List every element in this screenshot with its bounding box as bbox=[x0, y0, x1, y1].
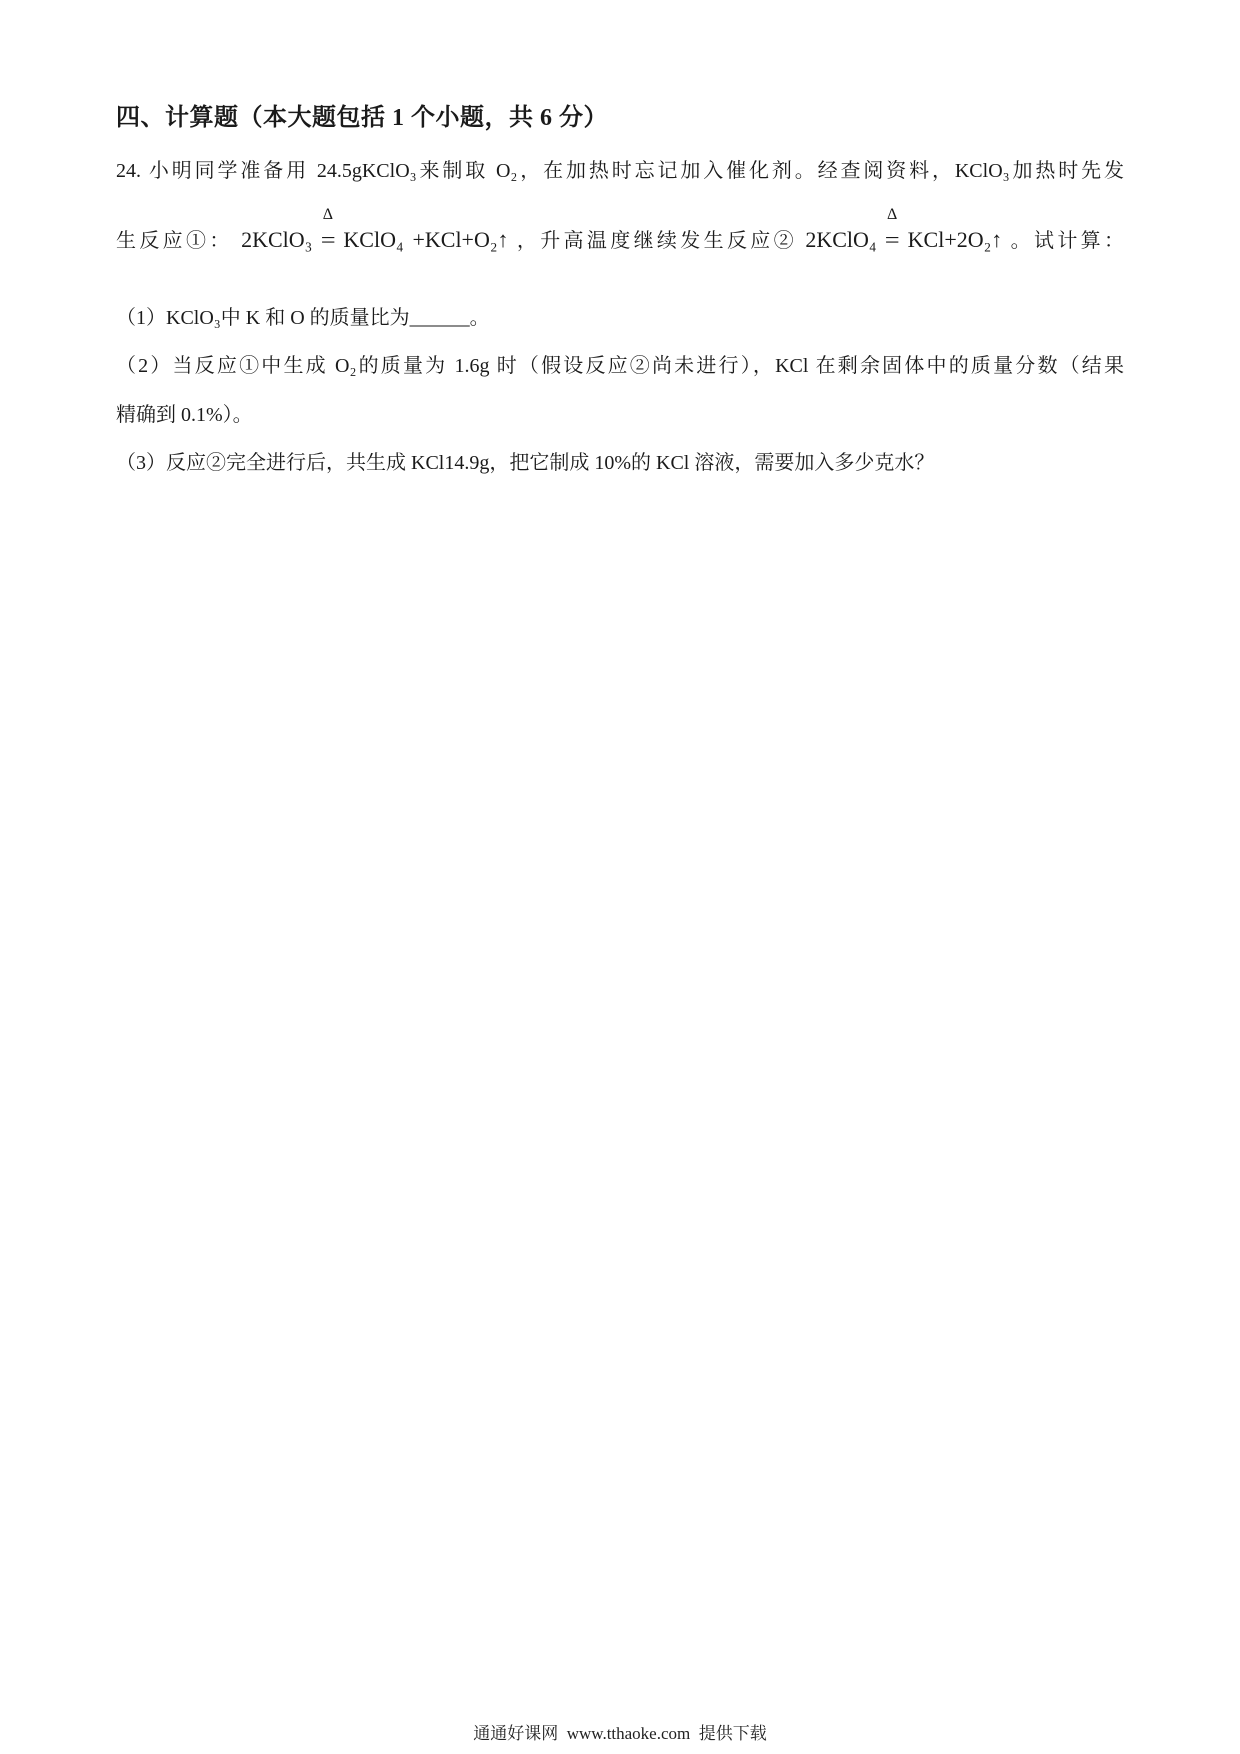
reaction-1-heating-condition: Δ bbox=[322, 206, 333, 223]
reaction-2-reactant: 2KClO₄ bbox=[805, 227, 877, 252]
question-24-part-2-line-1: （2）当反应①中生成 O₂的质量为 1.6g 时（假设反应②尚未进行），KCl 在剩余固体中的质量分数（结果 bbox=[116, 355, 1124, 377]
reaction-2-products: KCl+2O₂↑ bbox=[907, 227, 1003, 252]
question-24-part-2-line-2: 精确到 0.1%）。 bbox=[116, 404, 253, 426]
reaction-middle-text: ，升高温度继续发生反应② bbox=[516, 230, 797, 252]
reaction-2-heating-condition: Δ bbox=[886, 206, 898, 223]
reaction-2-equals-sign: = bbox=[884, 227, 900, 252]
reaction-suffix-text: 。试计算： bbox=[1010, 230, 1125, 252]
question-24-intro-line-1: 24. 小明同学准备用 24.5gKClO₃来制取 O₂，在加热时忘记加入催化剂。经查阅资料，KClO₃加热时先发 bbox=[116, 160, 1124, 182]
reaction-1-equals-sign: = bbox=[320, 227, 336, 252]
reaction-1-reactant: 2KClO₃ bbox=[241, 227, 313, 252]
section-heading: 四、计算题（本大题包括 1 个小题，共 6 分） bbox=[116, 105, 608, 131]
page-footer: 通通好课网 www.tthaoke.com 提供下载 bbox=[473, 1724, 767, 1743]
question-24-part-1: （1）KClO₃中 K 和 O 的质量比为______。 bbox=[116, 307, 490, 329]
reaction-intro-text: 生反应①： bbox=[116, 230, 233, 252]
reaction-1-products: KClO₄ +KCl+O₂↑ bbox=[343, 227, 509, 252]
reaction-2-heating-equals-sign bbox=[884, 206, 900, 256]
reaction-1-heating-equals-sign bbox=[320, 206, 336, 256]
question-24-part-3: （3）反应②完全进行后，共生成 KCl14.9g，把它制成 10%的 KCl 溶液，需要加入多少克水？ bbox=[116, 452, 935, 474]
question-24-intro-line-2 bbox=[116, 206, 1125, 256]
